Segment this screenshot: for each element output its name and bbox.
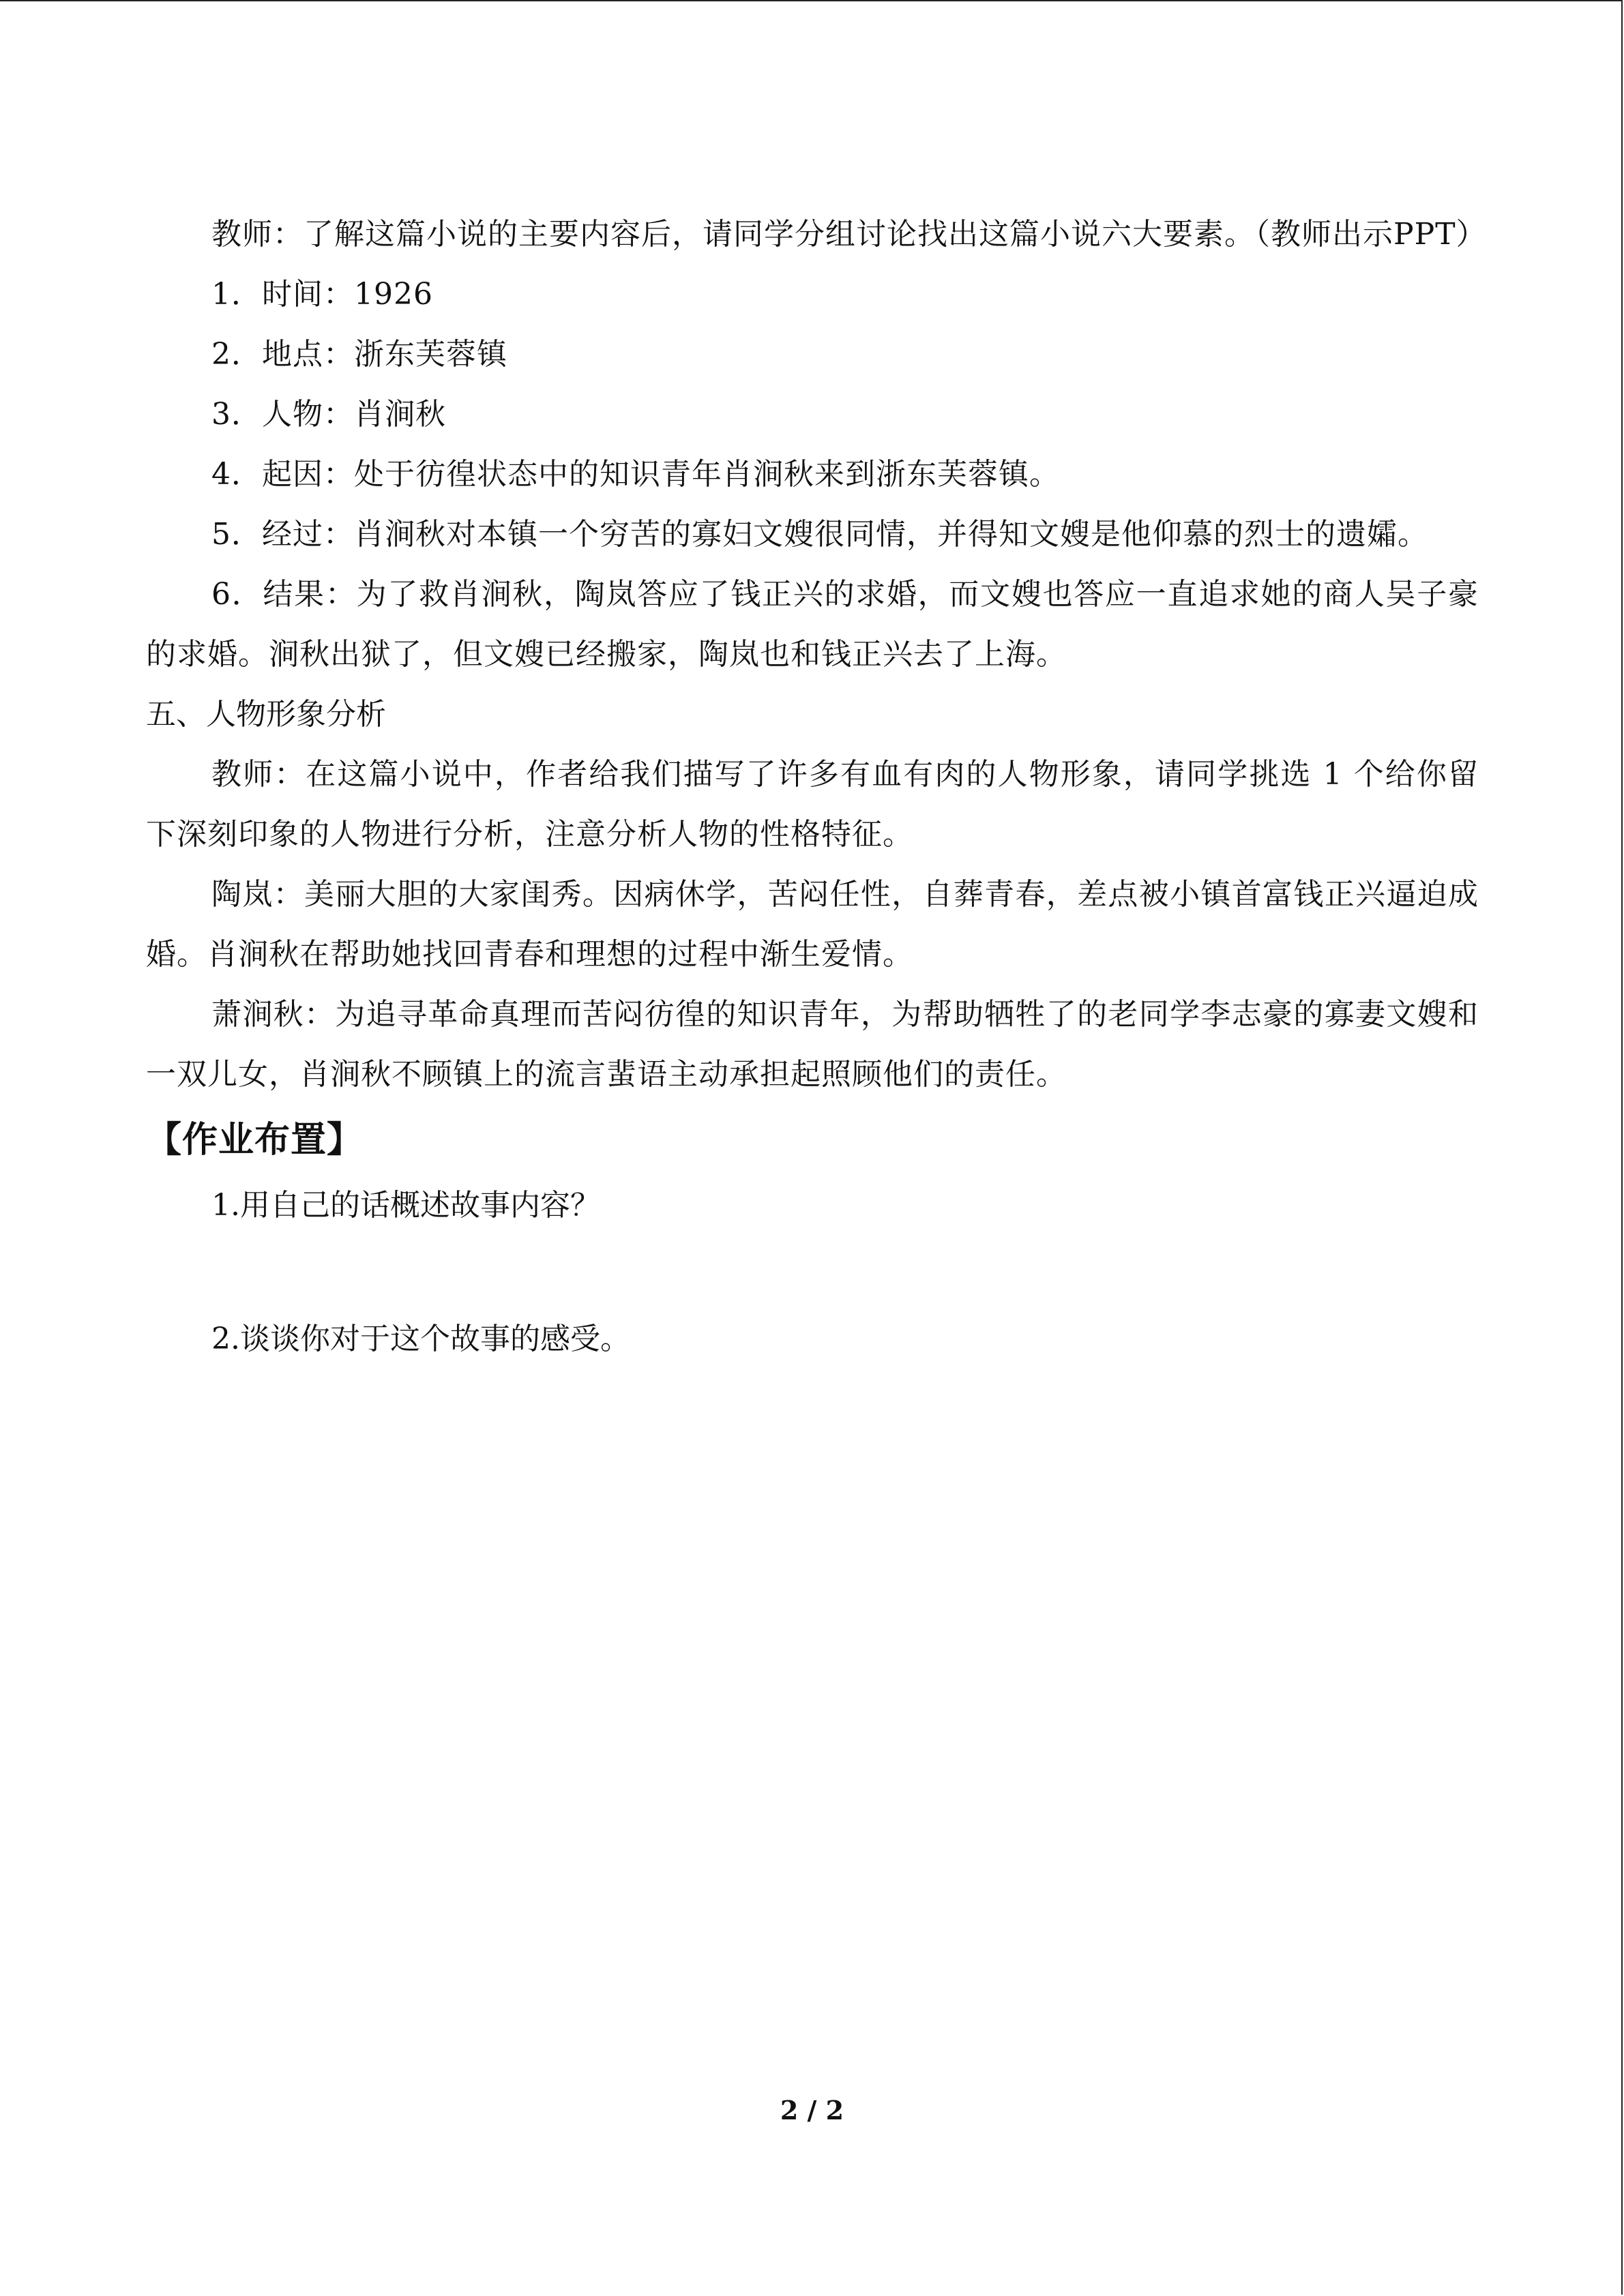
element-place: 2．地点：浙东芙蓉镇 <box>211 337 507 372</box>
page-number: 2 / 2 <box>780 2095 844 2126</box>
homework-title: 【作业布置】 <box>146 1120 364 1161</box>
element-time: 1．时间：1926 <box>211 277 433 312</box>
homework-question-1: 1.用自己的话概述故事内容？ <box>211 1188 600 1223</box>
element-character: 3．人物：肖涧秋 <box>211 397 446 432</box>
character-xiao-jianqiu: 萧涧秋：为追寻革命真理而苦闷彷徨的知识青年，为帮助牺牲了的老同学李志豪的寡妻文嫂和一双儿女，肖涧秋不顾镇上的流言蜚语主动承担起照顾他们的责任。 <box>146 997 1479 1092</box>
character-tao-lan: 陶岚：美丽大胆的大家闺秀。因病休学，苦闷任性，自葬青春，差点被小镇首富钱正兴逼迫成婚。肖涧秋在帮助她找回青春和理想的过程中渐生爱情。 <box>146 877 1479 972</box>
section-heading-character-analysis: 五、人物形象分析 <box>146 697 386 732</box>
spacer <box>146 1236 1479 1309</box>
element-cause: 4．起因：处于彷徨状态中的知识青年肖涧秋来到浙东芙蓉镇。 <box>211 457 1060 492</box>
document-body <box>146 205 1487 1369</box>
element-result: 6．结果：为了救肖涧秋，陶岚答应了钱正兴的求婚，而文嫂也答应一直追求她的商人吴子豪的求婚。涧秋出狱了，但文嫂已经搬家，陶岚也和钱正兴去了上海。 <box>146 577 1479 672</box>
element-process: 5．经过：肖涧秋对本镇一个穷苦的寡妇文嫂很同情，并得知文嫂是他仰慕的烈士的遗孀。 <box>211 517 1428 552</box>
intro-paragraph: 教师：了解这篇小说的主要内容后，请同学分组讨论找出这篇小说六大要素。（教师出示PPT） <box>211 217 1487 252</box>
homework-question-2: 2.谈谈你对于这个故事的感受。 <box>211 1322 630 1356</box>
teacher-prompt-paragraph: 教师：在这篇小说中，作者给我们描写了许多有血有肉的人物形象，请同学挑选 1 个给你留下深刻印象的人物进行分析，注意分析人物的性格特征。 <box>146 757 1479 852</box>
